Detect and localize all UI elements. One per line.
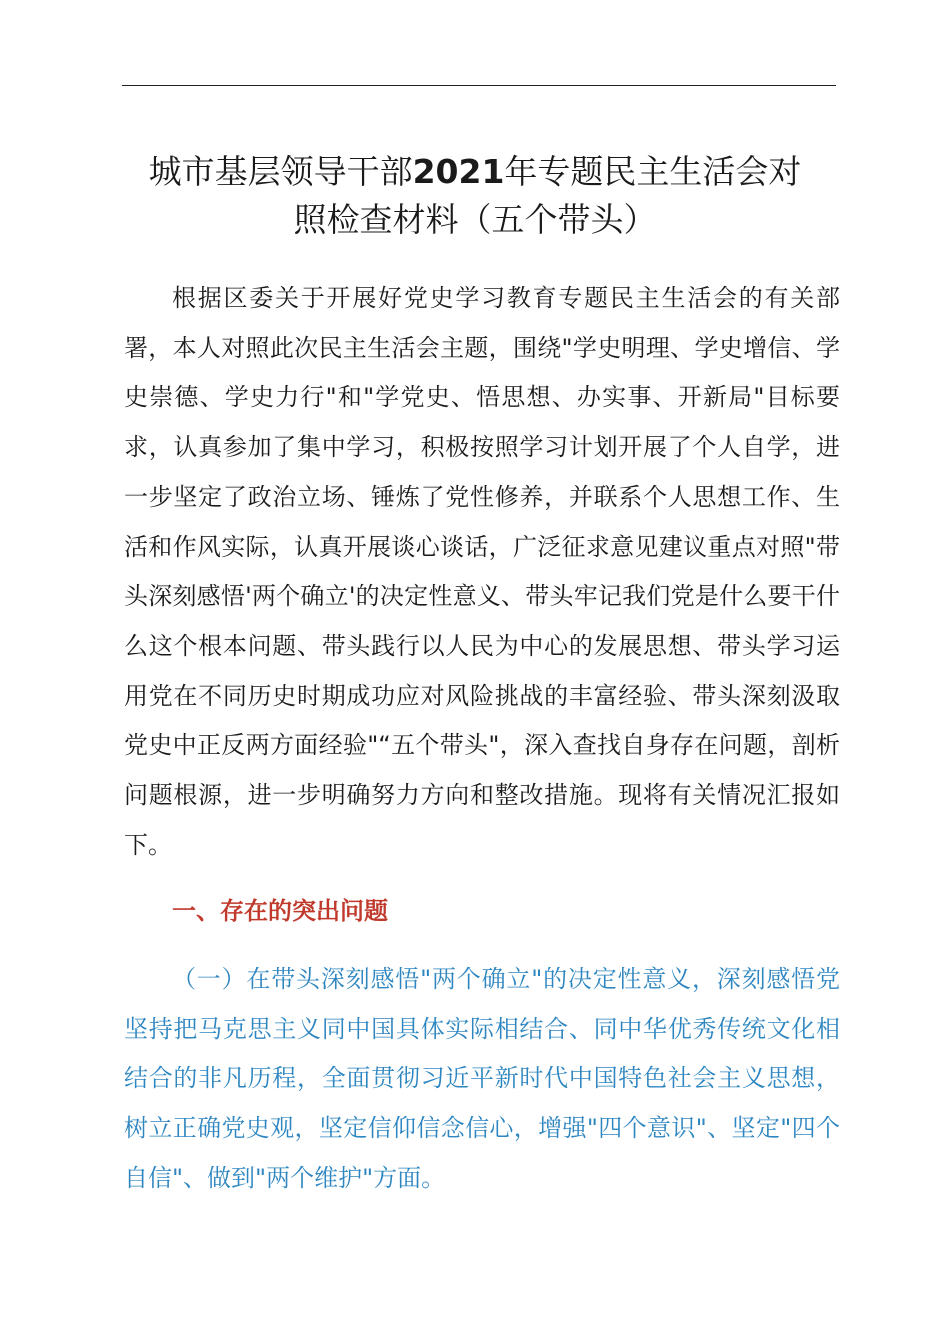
title-line2: 照检查材料（五个带头） bbox=[293, 200, 657, 239]
title-line1-suffix: 年专题民主生活会对 bbox=[504, 152, 802, 191]
intro-paragraph: 根据区委关于开展好党史学习教育专题民主生活会的有关部署，本人对照此次民主生活会主题，围绕"学史明理、学史增信、学史崇德、学史力行"和"学党史、悟思想、办实事、开新局"目标要求，认真参加了集中学习，积极按照学习计划开展了个人自学，进一步坚定了政治立场、锤炼了党性修养，并联系个人思想工作、生活和作风实际，认真开展谈心谈话，广泛征求意见建议重点对照"带头深刻感悟'两个确立'的决定性意义、带头牢记我们党是什么要干什么这个根本问题、带头践行以人民为中心的发展思想、带头学习运用党在不同历史时期成功应对风险挑战的丰富经验、带头深刻汲取党史中正反两方面经验"“五个带头"，深入查找自身存在问题，剖析问题根源，进一步明确努力方向和整改措施。现将有关情况汇报如下。 bbox=[124, 284, 840, 859]
subsection-paragraph: （一）在带头深刻感悟"两个确立"的决定性意义，深刻感悟党坚持把马克思主义同中国具体实际相结合、同中华优秀传统文化相结合的非凡历程，全面贯彻习近平新时代中国特色社会主义思想，树立正确党史观，坚定信仰信念信心，增强"四个意识"、坚定"四个自信"、做到"两个维护"方面。 bbox=[124, 965, 840, 1192]
title-year: 2021 bbox=[412, 152, 505, 191]
header-rule bbox=[122, 85, 836, 86]
document-title bbox=[100, 148, 850, 244]
title-line1-prefix: 城市基层领导干部 bbox=[148, 152, 413, 191]
section-heading: 一、存在的突出问题 bbox=[172, 897, 388, 925]
